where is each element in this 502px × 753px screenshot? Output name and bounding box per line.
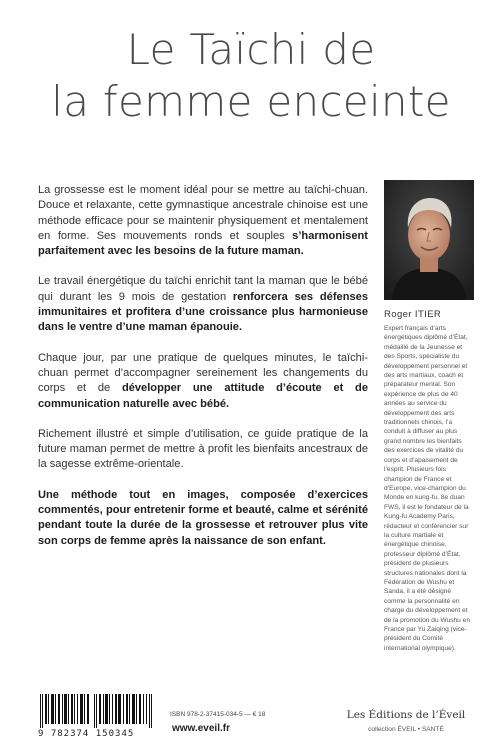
author-name: Roger ITIER — [384, 309, 442, 320]
paragraph-3-text: Chaque jour, par une pratique de quelques minutes, le taïchi-chuan permet d’accompagner sereinement les changements du corps et de — [38, 351, 368, 395]
paragraph-3-bold: développer une attitude d’écoute et de communication naturelle avec bébé. — [38, 382, 369, 410]
title-line-2: la femme enceinte — [51, 77, 451, 126]
book-title — [0, 24, 502, 128]
paragraph-4-text: Richement illustré et simple d’utilisation, ce guide pratique de la future maman permet de mettre à profit les bienfaits ancestraux de la sagesse extrême-orientale. — [38, 427, 368, 471]
paragraph-2 — [38, 274, 368, 335]
paragraph-5-bold: Une méthode tout en images, composée d’exercices commentés, pour entretenir forme et beauté, calme et sérénité pendant toute la durée de la grossesse et retrouver plus vite son corps de femme après la naissance de son enfant. — [38, 488, 368, 547]
paragraph-1-text: La grossesse est le moment idéal pour se mettre au taïchi-chuan. Douce et relaxante, cette gymnastique ancestrale chinoise est une méthode efficace pour se maintenir physiquement et mentalement en forme. Ses mouvements ronds et souples — [38, 184, 368, 242]
paragraph-4 — [38, 427, 368, 473]
barcode-block — [38, 694, 158, 740]
paragraph-5 — [38, 488, 368, 549]
title-line-1: Le Taïchi de — [126, 25, 376, 74]
barcode-digits: 9 782374 150345 — [38, 729, 135, 739]
publisher-name: Les Éditions de l’Éveil — [346, 709, 466, 721]
author-bio: Expert français d’arts énergétiques diplômé d’État, médaillé de la Jeunesse et des Sports, spécialiste du développement personnel et des arts martiaux, coach et préparateur mental. Son expérience de plus de 40 années au service du développement des arts traditionnels chinois, l’a conduit à diffuser au plus grand nombre les bienfaits des exercices de vitalité du corps et d’apaisement de l’esprit. Plusieurs fois champion de France et d’Europe, vice-champion du Monde en kung-fu, 8e duan FWS, il est le fondateur de la Kung-fu Academy Paris, rédacteur et conférencier sur la culture martiale et énergétique chinoise, professeur diplômé d’État, président de plusieurs structures nationales dont la Fédération de Wushu et Sanda, il a été désigné comme la personnalité en charge du développement et de la promotion du Wushu en France par Yu Zaiqing (vice-président du Comité international olympique). — [384, 325, 471, 652]
barcode-icon — [38, 694, 156, 728]
paragraph-2-text: Le travail énergétique du taïchi enrichit tant la maman que le bébé qui durant les 9 mois de gestation — [38, 275, 368, 303]
paragraph-1 — [38, 183, 368, 259]
publisher-website: www.eveil.fr — [172, 723, 230, 734]
paragraph-1-bold: s’harmonisent parfaitement avec les besoins de la future maman. — [38, 229, 368, 258]
author-photo — [384, 180, 474, 300]
author-sidebar — [384, 180, 474, 653]
back-cover-text — [38, 183, 368, 564]
paragraph-3 — [38, 351, 368, 412]
paragraph-2-bold: renforcera ses défenses immunitaires et profitera d’une croissance plus harmonieuse dans le ventre d’une maman épanouie. — [38, 290, 368, 334]
isbn-price: ISBN 978-2-37415-034-5 — € 18 — [170, 711, 266, 718]
collection-name: collection ÉVEIL • SANTÉ — [368, 726, 444, 733]
author-portrait-icon — [384, 180, 474, 300]
